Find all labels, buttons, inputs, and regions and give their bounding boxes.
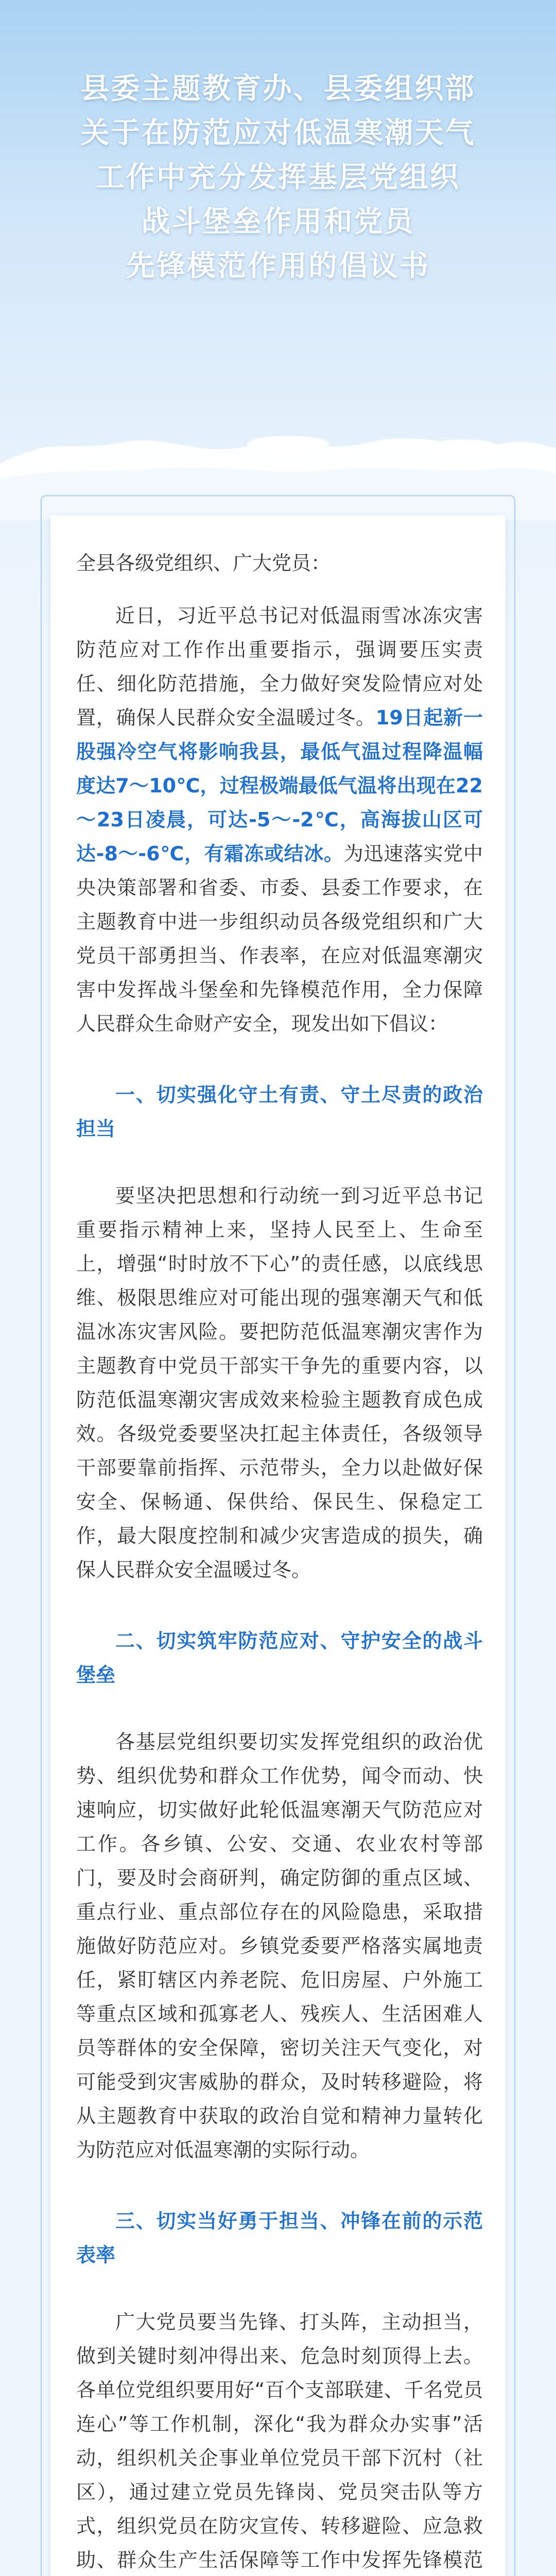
title-line-2: 关于在防范应对低温寒潮天气 xyxy=(80,116,476,150)
title-line-4: 战斗堡垒作用和党员 xyxy=(141,205,415,239)
section-heading-2: 二、切实筑牢防范应对、守护安全的战斗堡垒 xyxy=(76,1630,483,1686)
article-body xyxy=(76,546,483,2576)
title-line-5: 先锋模范作用的倡议书 xyxy=(126,249,430,283)
section-heading-1: 一、切实强化守土有责、守土尽责的政治担当 xyxy=(76,1083,483,1140)
intro-text: 近日，习近平总书记对低温雨雪冰冻灾害防范应对工作作出重要指示，强调要压实责任、细化防范措施，全力做好突发险情应对处置，确保人民群众安全温暖过冬。 xyxy=(76,604,483,729)
section-body-3: 广大党员要当先锋、打头阵，主动担当，做到关键时刻冲得出来、危急时刻顶得上去。各单位党组织要用好“百个支部联建、千名党员连心”等工作机制，深化“我为群众办实事”活动，组织机关企事业单位党员干部下沉村（社区），通过建立党员先锋岗、党员突击队等方式，组织党员在防灾宣传、转移避险、应急救助、群众生产生活保障等工作中发挥先锋模范 xyxy=(76,2311,483,2571)
intro-text-continued: 为迅速落实党中央决策部署和省委、市委、县委工作要求，在主题教育中进一步组织动员各级党组织和广大党员干部勇担当、作表率，在应对低温寒潮灾害中发挥战斗堡垒和先锋模范作用，全力保障人民群众生命财产安全，现发出如下倡议： xyxy=(76,842,483,1035)
intro-paragraph xyxy=(76,599,483,1041)
title-line-3: 工作中充分发挥基层党组织 xyxy=(96,161,460,194)
header-banner xyxy=(0,0,556,515)
section-body-1: 要坚决把思想和行动统一到习近平总书记重要指示精神上来，坚持人民至上、生命至上，增强“时时放不下心”的责任感，以底线思维、极限思维应对可能出现的强寒潮天气和低温冰冻灾害风险。要把防范低温寒潮灾害作为主题教育中党员干部实干争先的重要内容，以防范低温寒潮灾害成效来检验主题教育成色成效。各级党委要坚决扛起主体责任，各级领导干部要靠前指挥、示范带头，全力以赴做好保安全、保畅通、保供给、保民生、保稳定工作，最大限度控制和减少灾害造成的损失，确保人民群众安全温暖过冬。 xyxy=(76,1184,483,1581)
page-title xyxy=(31,67,525,289)
weather-highlight: 19日起新一股强冷空气将影响我县，最低气温过程降温幅度达7～10℃，过程极端最低气温将出现在22～23日凌晨，可达-5～-2℃，高海拔山区可达-8～-6℃，有霜冻或结冰。 xyxy=(76,706,483,865)
section-body-2: 各基层党组织要切实发挥党组织的政治优势、组织优势和群众工作优势，闻令而动、快速响应，切实做好此轮低温寒潮天气防范应对工作。各乡镇、公安、交通、农业农村等部门，要及时会商研判，确定防御的重点区域、重点行业、重点部位存在的风险隐患，采取措施做好防范应对。乡镇党委要严格落实属地责任，紧盯辖区内养老院、危旧房屋、户外施工等重点区域和孤寡老人、残疾人、生活困难人员等群体的安全保障，密切关注天气变化，对可能受到灾害威胁的群众，及时转移避险，将从主题教育中获取的政治自觉和精神力量转化为防范应对低温寒潮的实际行动。 xyxy=(76,1731,483,2161)
section-heading-3: 三、切实当好勇于担当、冲锋在前的示范表率 xyxy=(76,2210,483,2266)
title-line-1: 县委主题教育办、县委组织部 xyxy=(80,72,476,106)
salutation: 全县各级党组织、广大党员： xyxy=(76,552,331,574)
